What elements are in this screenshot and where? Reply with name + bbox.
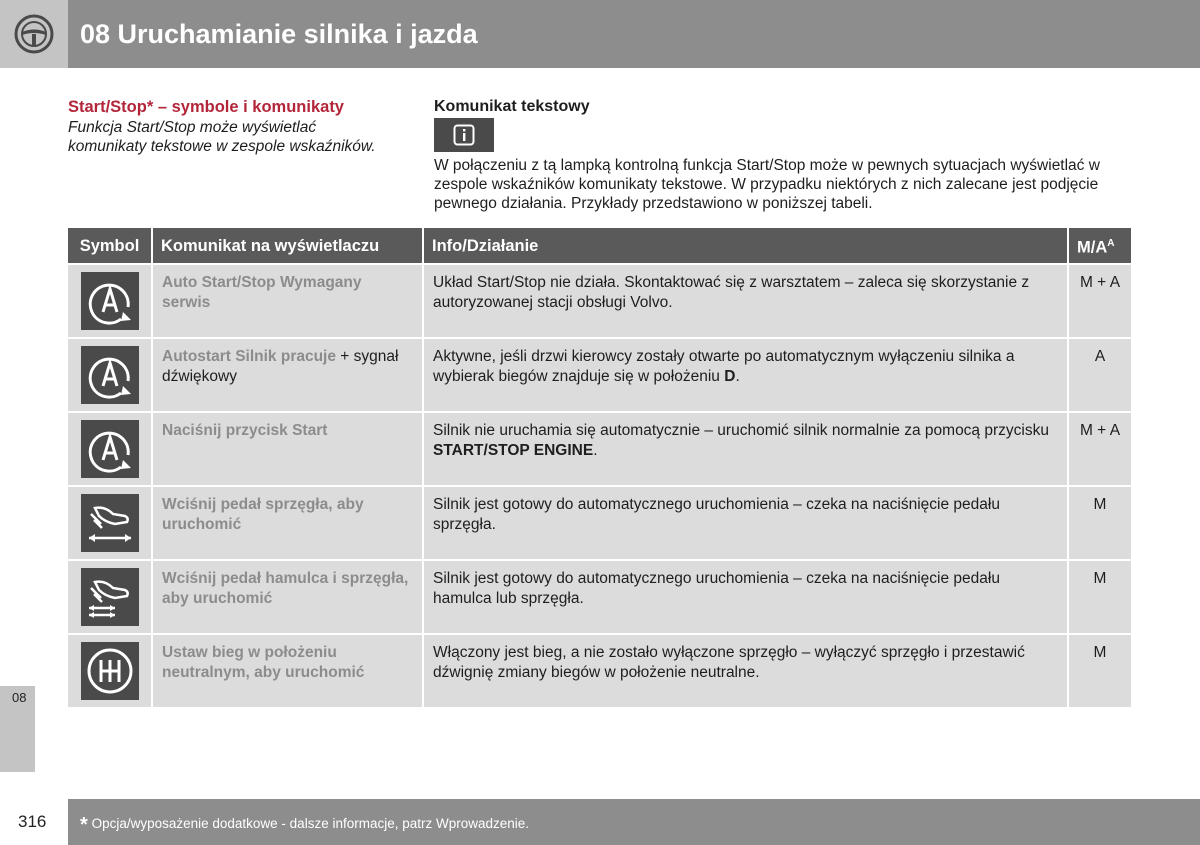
chapter-title: 08 Uruchamianie silnika i jazda <box>68 0 1200 68</box>
symbol-box <box>81 272 139 330</box>
chapter-icon-box <box>0 0 68 68</box>
display-message: Wciśnij pedał hamulca i sprzęgła, aby uruchomić <box>162 570 409 607</box>
table-row <box>68 264 1131 338</box>
info-text: Silnik nie uruchamia się automatycznie – uruchomić silnik normalnie za pomocą przycisku <box>433 422 1049 439</box>
header-ma <box>1068 228 1131 264</box>
info-text: Aktywne, jeśli drzwi kierowcy zostały otwarte po automatycznym wyłączeniu silnika a wybierak biegów znajduje się w położeniu <box>433 348 1015 385</box>
symbol-box <box>81 642 139 700</box>
text-message-body: W połączeniu z tą lampką kontrolną funkcja Start/Stop może w pewnych sytuacjach wyświetlać w zespole wskaźników komunikaty tekstowe. W przypadku niektórych z nich zalecane jest podjęcie pewnego działania. Przykłady przedstawiono w poniższej tabeli. <box>434 157 1100 212</box>
message-cell <box>152 338 423 412</box>
section-intro-column <box>68 96 398 156</box>
info-text: Włączony jest bieg, a nie zostało wyłączone sprzęgło – wyłączyć sprzęgło i przestawić dźwignię zmiany biegów w położenie neutralne. <box>433 644 1025 681</box>
info-bold: D <box>724 368 736 385</box>
table-row <box>68 634 1131 708</box>
section-title: Start/Stop* – symbole i komunikaty <box>68 98 344 116</box>
display-message: Wciśnij pedał sprzęgła, aby uruchomić <box>162 496 364 533</box>
gear-neutral-icon <box>81 642 139 700</box>
message-table <box>68 228 1131 709</box>
display-message: Naciśnij przycisk Start <box>162 422 328 439</box>
info-lamp <box>434 118 494 152</box>
section-intro: Funkcja Start/Stop może wyświetlać komunikaty tekstowe w zespole wskaźników. <box>68 119 376 155</box>
message-cell <box>152 486 423 560</box>
ma-cell: M <box>1068 634 1131 708</box>
table-row <box>68 412 1131 486</box>
info-text: Silnik jest gotowy do automatycznego uruchomienia – czeka na naciśnięcie pedału sprzęgła. <box>433 496 1000 533</box>
ma-cell: M + A <box>1068 264 1131 338</box>
message-cell <box>152 634 423 708</box>
table-header-row <box>68 228 1131 264</box>
info-cell <box>423 634 1068 708</box>
symbol-cell <box>68 486 152 560</box>
page-footer <box>68 799 1200 845</box>
info-cell <box>423 338 1068 412</box>
info-cell <box>423 412 1068 486</box>
display-message: Auto Start/Stop Wymagany serwis <box>162 274 362 311</box>
ma-cell: A <box>1068 338 1131 412</box>
page-header <box>0 0 1200 68</box>
display-message: Ustaw bieg w położeniu neutralnym, aby uruchomić <box>162 644 365 681</box>
message-cell <box>152 412 423 486</box>
symbol-box <box>81 346 139 404</box>
table-row <box>68 486 1131 560</box>
press-clutch-pedal-icon <box>81 494 139 552</box>
info-cell <box>423 264 1068 338</box>
info-cell <box>423 486 1068 560</box>
symbol-cell <box>68 338 152 412</box>
symbol-cell <box>68 560 152 634</box>
display-message-extra: + sygnał dźwiękowy <box>162 348 399 385</box>
info-end: . <box>735 368 740 385</box>
header-info: Info/Działanie <box>423 228 1068 264</box>
symbol-box <box>81 494 139 552</box>
auto-start-stop-icon <box>81 420 139 478</box>
table-row <box>68 338 1131 412</box>
info-icon <box>453 124 475 146</box>
auto-start-stop-icon <box>81 346 139 404</box>
message-cell <box>152 560 423 634</box>
footnote-star: * <box>80 814 88 836</box>
message-cell <box>152 264 423 338</box>
table-row <box>68 560 1131 634</box>
press-brake-and-clutch-pedal-icon <box>81 568 139 626</box>
page-number: 316 <box>18 812 47 831</box>
symbol-box <box>81 420 139 478</box>
footnote-text: Opcja/wyposażenie dodatkowe - dalsze informacje, patrz Wprowadzenie. <box>91 816 530 831</box>
steering-wheel-icon <box>14 14 54 54</box>
symbol-box <box>81 568 139 626</box>
text-message-title: Komunikat tekstowy <box>434 98 590 115</box>
display-message: Autostart Silnik pracuje <box>162 348 336 365</box>
info-text: Silnik jest gotowy do automatycznego uruchomienia – czeka na naciśnięcie pedału hamulca lub sprzęgła. <box>433 570 1000 607</box>
symbol-cell <box>68 264 152 338</box>
info-end: . <box>593 442 598 459</box>
ma-cell: M + A <box>1068 412 1131 486</box>
auto-start-stop-fault-icon <box>81 272 139 330</box>
ma-cell: M <box>1068 560 1131 634</box>
symbol-cell <box>68 634 152 708</box>
header-message: Komunikat na wyświetlaczu <box>152 228 423 264</box>
header-ma-label: M/A <box>1077 238 1108 257</box>
info-text: Układ Start/Stop nie działa. Skontaktować się z warsztatem – zaleca się skorzystanie z autoryzowanej stacji obsługi Volvo. <box>433 274 1030 311</box>
chapter-side-tab: 08 <box>0 686 35 772</box>
symbol-cell <box>68 412 152 486</box>
ma-cell: M <box>1068 486 1131 560</box>
info-cell <box>423 560 1068 634</box>
info-bold: START/STOP ENGINE <box>433 442 594 459</box>
header-ma-sup: A <box>1107 237 1115 249</box>
header-symbol: Symbol <box>68 228 152 264</box>
